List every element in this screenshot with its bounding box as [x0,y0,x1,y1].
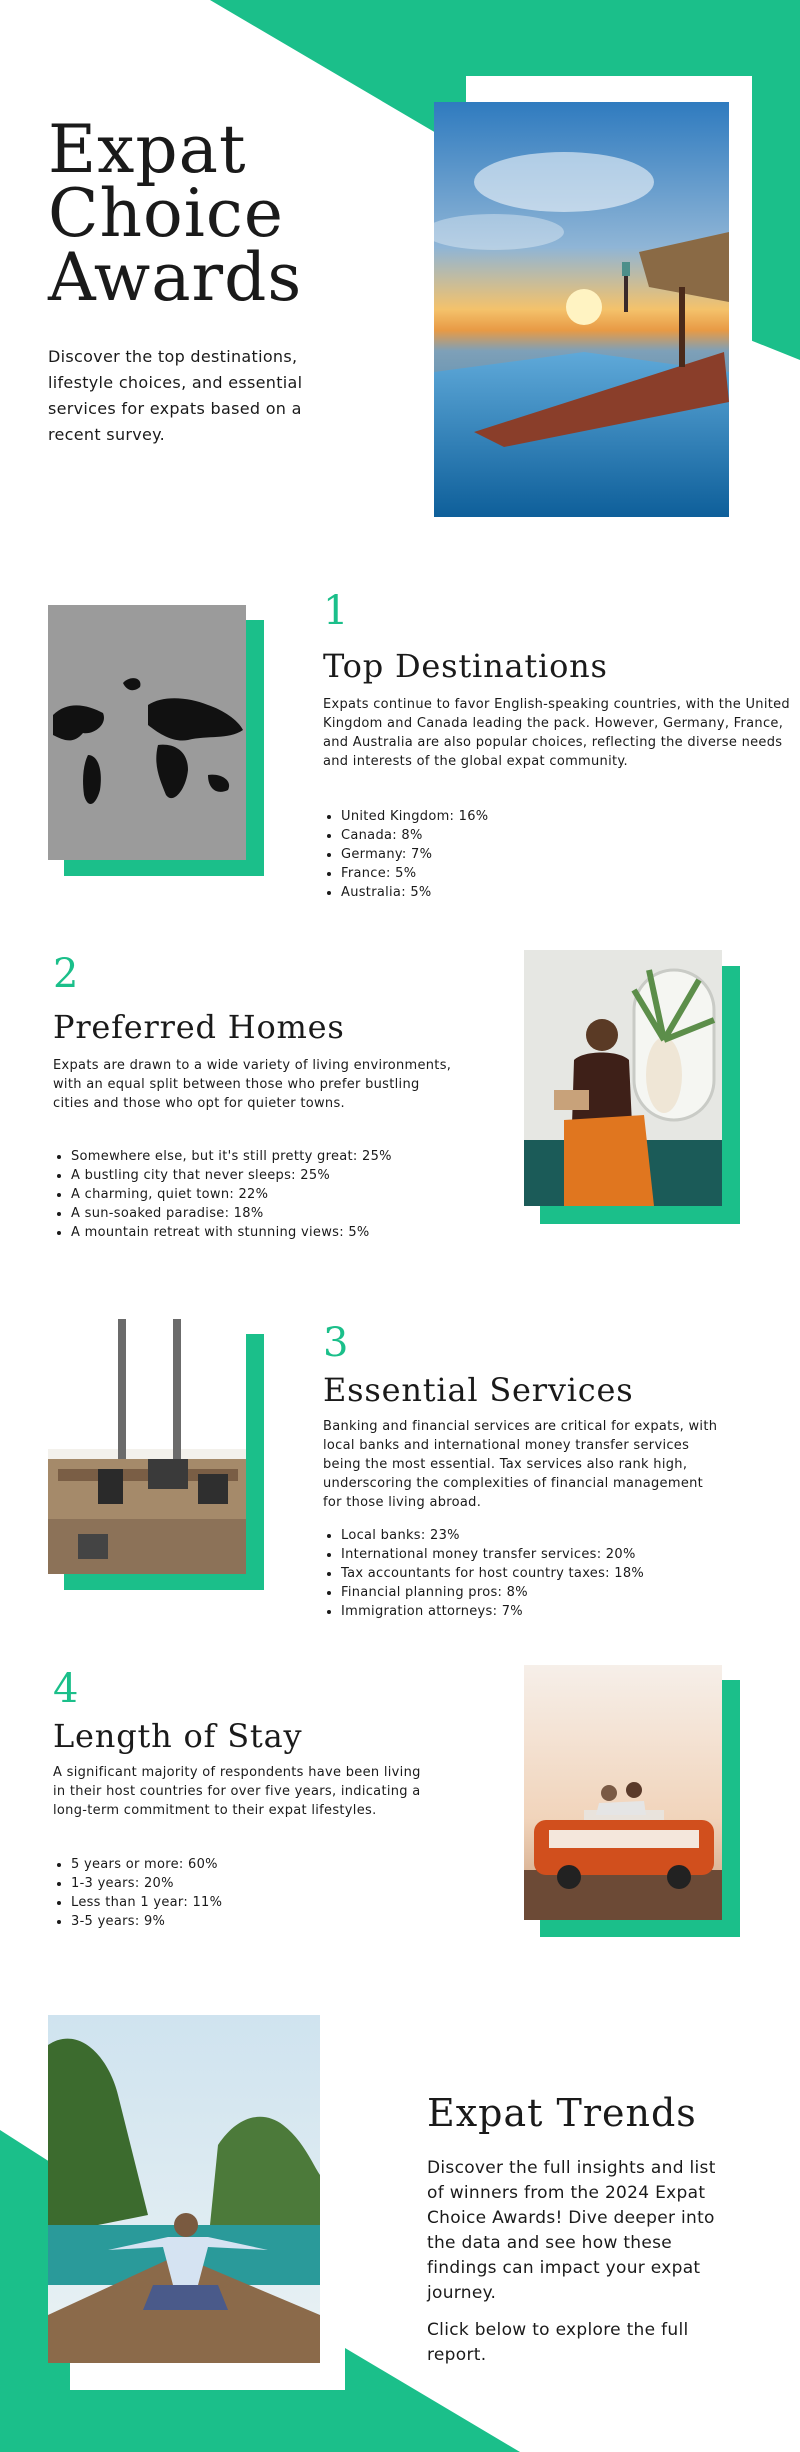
trends-heading: Expat Trends [427,2091,697,2135]
office-desk-photo [48,1319,246,1574]
list-item: • France: 5% [341,864,781,883]
section3-list [323,1526,781,1621]
section3-heading: Essential Services [323,1371,634,1409]
list-item: • International money transfer services: 20% [341,1545,781,1564]
section2-heading: Preferred Homes [53,1008,345,1046]
list-item: • 1-3 years: 20% [71,1874,451,1893]
list-item: • A charming, quiet town: 22% [71,1185,501,1204]
section2-text: Expats are drawn to a wide variety of living environments, with an equal split between those who prefer bustling cities and those who opt for quieter towns. [53,1058,452,1111]
list-item: • Less than 1 year: 11% [71,1893,451,1912]
trends-text: Discover the full insights and list of winners from the 2024 Expat Choice Awards! Dive deeper into the data and see how these findings can impact your expat journey. [427,2158,716,2303]
hero-title-line: Choice [48,175,284,252]
list-item: • Canada: 8% [341,826,781,845]
list-item: • A mountain retreat with stunning views: 5% [71,1223,501,1242]
list-item: • Local banks: 23% [341,1526,781,1545]
section4-number: 4 [53,1666,79,1712]
list-item: • 5 years or more: 60% [71,1855,451,1874]
section1-list [323,807,781,902]
list-item: • Immigration attorneys: 7% [341,1602,781,1621]
section1-text: Expats continue to favor English-speaking countries, with the United Kingdom and Canada leading the pack. However, Germany, France, and Australia are also popular choices, reflecting the diverse needs and interests of the global expat community. [323,697,790,769]
list-item: • Somewhere else, but it's still pretty great: 25% [71,1147,501,1166]
hero-title-line: Awards [48,239,303,316]
hero-title [48,111,303,316]
sunset-pool-photo [434,102,729,517]
section3-text: Banking and financial services are critical for expats, with local banks and international money transfer services being the most essential. Tax services also rank high, underscoring the complexities of financial management for those living abroad. [323,1419,718,1510]
section4-list [53,1855,451,1931]
list-item: • Australia: 5% [341,883,781,902]
orange-van-photo [524,1665,722,1920]
section1-number: 1 [323,588,349,634]
woman-on-boat-photo [48,2015,320,2363]
list-item: • 3-5 years: 9% [71,1912,451,1931]
section3-number: 3 [323,1320,349,1366]
list-item: • Financial planning pros: 8% [341,1583,781,1602]
world-map-photo [48,605,246,860]
section1-heading: Top Destinations [323,647,608,685]
trends-cta-text[interactable]: Click below to explore the full report. [427,2320,689,2365]
section2-number: 2 [53,951,79,997]
hero-description: Discover the top destinations, lifestyle choices, and essential services for expats based on a recent survey. [48,347,303,444]
hero-title-line: Expat [48,111,247,188]
list-item: • A bustling city that never sleeps: 25% [71,1166,501,1185]
list-item: • A sun-soaked paradise: 18% [71,1204,501,1223]
list-item: • Tax accountants for host country taxes: 18% [341,1564,781,1583]
section2-list [53,1147,501,1242]
list-item: • Germany: 7% [341,845,781,864]
section4-heading: Length of Stay [53,1717,303,1755]
man-with-plant-photo [524,950,722,1206]
list-item: • United Kingdom: 16% [341,807,781,826]
section4-text: A significant majority of respondents have been living in their host countries for over five years, indicating a long-term commitment to their expat lifestyles. [53,1765,421,1818]
